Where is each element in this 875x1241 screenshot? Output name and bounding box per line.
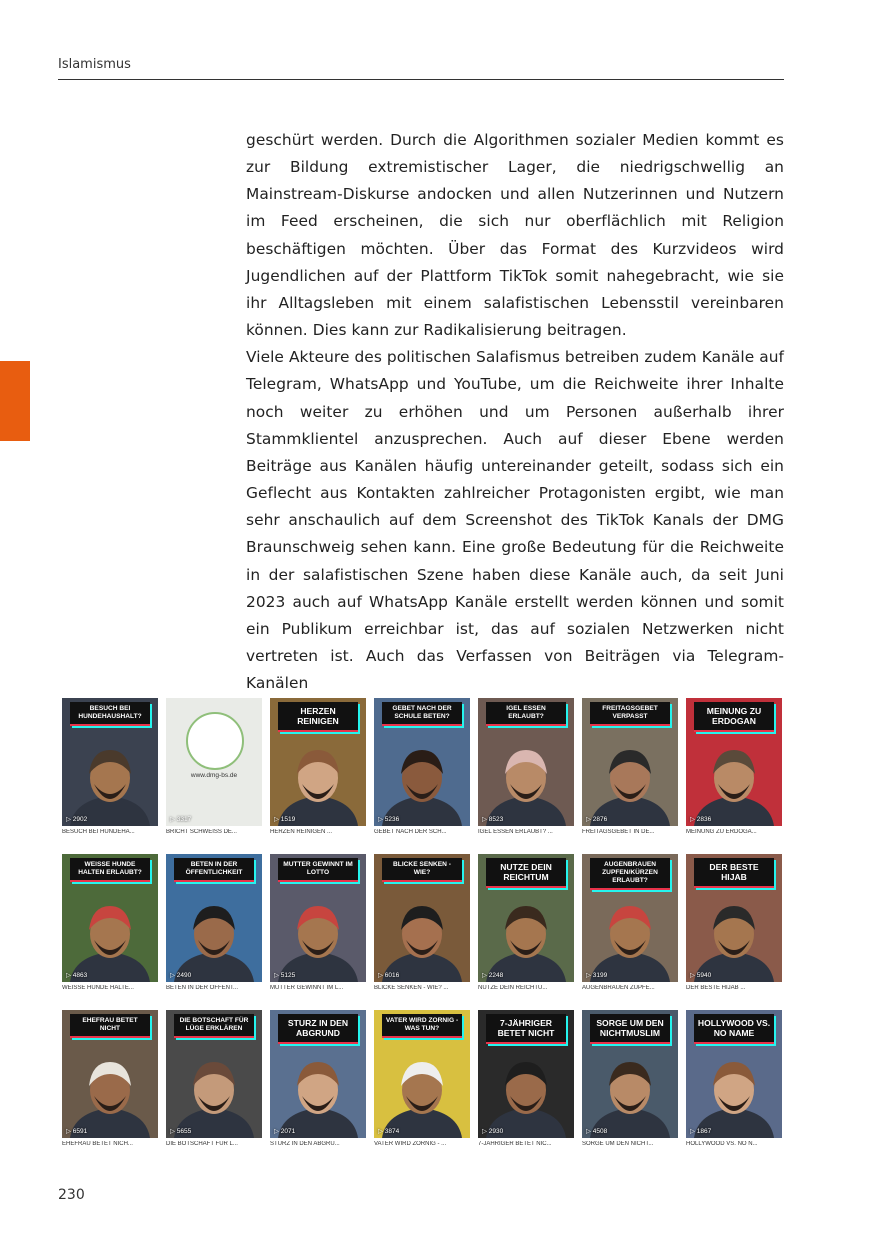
video-caption: IGEL ESSEN ERLAUBT? ... — [478, 829, 553, 835]
person-figure — [478, 730, 574, 826]
page-number: 230 — [58, 1187, 85, 1203]
video-tile[interactable] — [270, 1010, 366, 1154]
view-count: ▷ 1519 — [274, 816, 296, 823]
view-count: ▷ 5940 — [690, 972, 712, 979]
video-caption: BLICKE SENKEN - WIE? ... — [374, 985, 449, 991]
video-title-overlay: IGEL ESSEN ERLAUBT? — [486, 702, 566, 726]
view-count: ▷ 2836 — [690, 816, 712, 823]
video-thumbnail — [478, 1010, 574, 1138]
running-header: Islamismus — [58, 57, 131, 72]
video-caption: NUTZE DEIN REICHTU... — [478, 985, 548, 991]
video-tile[interactable] — [686, 854, 782, 998]
video-caption: DIE BOTSCHAFT FÜR L... — [166, 1141, 238, 1147]
video-tile[interactable] — [374, 1010, 470, 1154]
person-figure — [374, 730, 470, 826]
view-count: ▷ 2071 — [274, 1128, 296, 1135]
video-caption: MEINUNG ZU ERDOGA... — [686, 829, 757, 835]
video-caption: BETEN IN DER ÖFFENT... — [166, 985, 239, 991]
view-count: ▷ 2876 — [586, 816, 608, 823]
tiktok-screenshot-grid — [62, 698, 778, 1154]
video-title-overlay: MUTTER GEWINNT IM LOTTO — [278, 858, 358, 882]
video-thumbnail — [62, 698, 158, 826]
video-thumbnail — [166, 698, 262, 826]
person-figure — [374, 886, 470, 982]
video-title-overlay: 7-JÄHRIGER BETET NICHT — [486, 1014, 566, 1044]
video-tile[interactable] — [478, 698, 574, 842]
video-caption: GEBET NACH DER SCH... — [374, 829, 447, 835]
video-caption: DER BESTE HIJAB ... — [686, 985, 746, 991]
view-count: ▷ 2902 — [66, 816, 88, 823]
video-title-overlay: BETEN IN DER ÖFFENTLICHKEIT — [174, 858, 254, 882]
video-caption: HOLLYWOOD VS. NO N... — [686, 1141, 758, 1147]
video-thumbnail — [62, 854, 158, 982]
video-tile[interactable] — [166, 854, 262, 998]
video-tile[interactable] — [478, 854, 574, 998]
video-tile[interactable] — [270, 854, 366, 998]
view-count: ▷ 2490 — [170, 972, 192, 979]
video-thumbnail — [582, 698, 678, 826]
person-figure — [270, 1042, 366, 1138]
video-caption: HERZEN REINIGEN ... — [270, 829, 333, 835]
person-figure — [478, 1042, 574, 1138]
video-title-overlay: SORGE UM DEN NICHTMUSLIM — [590, 1014, 670, 1044]
video-tile[interactable] — [62, 854, 158, 998]
chapter-side-tab — [0, 361, 30, 441]
video-thumbnail — [582, 1010, 678, 1138]
video-title-overlay: DIE BOTSCHAFT FÜR LÜGE ERKLÄREN — [174, 1014, 254, 1038]
video-tile[interactable] — [166, 698, 262, 842]
view-count: ▷ 2248 — [482, 972, 504, 979]
video-thumbnail — [686, 1010, 782, 1138]
person-figure — [582, 1042, 678, 1138]
view-count: ▷ 2930 — [482, 1128, 504, 1135]
video-thumbnail — [166, 854, 262, 982]
video-tile[interactable] — [686, 1010, 782, 1154]
logo-url: www.dmg-bs.de — [190, 772, 238, 779]
video-thumbnail — [270, 698, 366, 826]
person-figure — [270, 886, 366, 982]
person-figure — [582, 886, 678, 982]
person-figure — [686, 1042, 782, 1138]
video-caption: WEISSE HUNDE HALTE... — [62, 985, 134, 991]
video-tile[interactable] — [374, 854, 470, 998]
video-tile[interactable] — [62, 1010, 158, 1154]
person-figure — [686, 730, 782, 826]
video-title-overlay: MEINUNG ZU ERDOGAN — [694, 702, 774, 732]
video-title-overlay: DER BESTE HIJAB — [694, 858, 774, 888]
video-caption: BRICHT SCHWEISS DE... — [166, 829, 237, 835]
view-count: ▷ 8523 — [482, 816, 504, 823]
view-count: ▷ 3317 — [170, 816, 192, 823]
video-tile[interactable] — [166, 1010, 262, 1154]
view-count: ▷ 5125 — [274, 972, 296, 979]
view-count: ▷ 4508 — [586, 1128, 608, 1135]
video-title-overlay: HERZEN REINIGEN — [278, 702, 358, 732]
view-count: ▷ 5236 — [378, 816, 400, 823]
video-title-overlay: BLICKE SENKEN - WIE? — [382, 858, 462, 882]
video-title-overlay: FREITAGSGEBET VERPASST — [590, 702, 670, 726]
video-title-overlay: GEBET NACH DER SCHULE BETEN? — [382, 702, 462, 726]
video-title-overlay: WEISSE HUNDE HALTEN ERLAUBT? — [70, 858, 150, 882]
video-title-overlay: NUTZE DEIN REICHTUM — [486, 858, 566, 888]
person-figure — [686, 886, 782, 982]
video-title-overlay: HOLLYWOOD VS. NO NAME — [694, 1014, 774, 1044]
view-count: ▷ 6591 — [66, 1128, 88, 1135]
person-figure — [478, 886, 574, 982]
video-tile[interactable] — [582, 1010, 678, 1154]
video-caption: AUGENBRAUEN ZUPFE... — [582, 985, 655, 991]
person-figure — [166, 1042, 262, 1138]
video-tile[interactable] — [686, 698, 782, 842]
person-figure — [62, 730, 158, 826]
video-thumbnail — [374, 854, 470, 982]
video-thumbnail — [374, 1010, 470, 1138]
dmg-logo-icon — [186, 712, 244, 770]
person-figure — [582, 730, 678, 826]
video-title-overlay: AUGENBRAUEN ZUPFEN/KÜRZEN ERLAUBT? — [590, 858, 670, 890]
video-title-overlay: VATER WIRD ZORNIG - WAS TUN? — [382, 1014, 462, 1038]
video-tile[interactable] — [270, 698, 366, 842]
video-thumbnail — [686, 854, 782, 982]
body-paragraph: geschürt werden. Durch die Algorithmen sozialer Medien kommt es zur Bildung extremistischer Lager, die niedrigschwellig an Mainstream-Diskurse andocken und allen Nutzerinnen und Nutzern im Feed erscheinen, die sich nur oberflächlich mit Religion beschäftigen möchten. Über das Format des Kurzvideos wird Jugendlichen auf der Plattform TikTok somit nahegebracht, wie sie ihr Alltagsleben mit einem salafistischen Lebensstil vereinbaren können. Dies kann zur Radikalisierung beitragen. — [246, 131, 784, 340]
video-tile[interactable] — [374, 698, 470, 842]
view-count: ▷ 3199 — [586, 972, 608, 979]
video-caption: VATER WIRD ZORNIG - ... — [374, 1141, 447, 1147]
video-thumbnail — [478, 698, 574, 826]
header-rule — [58, 79, 784, 80]
view-count: ▷ 5655 — [170, 1128, 192, 1135]
video-thumbnail — [582, 854, 678, 982]
video-caption: BESUCH BEI HUNDEHA... — [62, 829, 135, 835]
video-tile[interactable] — [582, 854, 678, 998]
video-thumbnail — [478, 854, 574, 982]
view-count: ▷ 3874 — [378, 1128, 400, 1135]
video-caption: MUTTER GEWINNT IM L... — [270, 985, 344, 991]
person-figure — [62, 886, 158, 982]
person-figure — [270, 730, 366, 826]
video-thumbnail — [374, 698, 470, 826]
video-title-overlay: BESUCH BEI HUNDEHAUSHALT? — [70, 702, 150, 726]
video-caption: SORGE UM DEN NICHT... — [582, 1141, 654, 1147]
video-caption: STURZ IN DEN ABGRU... — [270, 1141, 340, 1147]
video-thumbnail — [166, 1010, 262, 1138]
video-tile[interactable] — [62, 698, 158, 842]
view-count: ▷ 6016 — [378, 972, 400, 979]
person-figure — [62, 1042, 158, 1138]
view-count: ▷ 1867 — [690, 1128, 712, 1135]
video-tile[interactable] — [582, 698, 678, 842]
person-figure — [166, 886, 262, 982]
video-thumbnail — [270, 1010, 366, 1138]
video-thumbnail — [62, 1010, 158, 1138]
view-count: ▷ 4863 — [66, 972, 88, 979]
video-thumbnail — [270, 854, 366, 982]
video-title-overlay: STURZ IN DEN ABGRUND — [278, 1014, 358, 1044]
video-caption: FREITAGSGEBET IN DE... — [582, 829, 655, 835]
video-thumbnail — [686, 698, 782, 826]
person-figure — [374, 1042, 470, 1138]
video-tile[interactable] — [478, 1010, 574, 1154]
video-caption: 7-JÄHRIGER BETET NIC... — [478, 1141, 552, 1147]
body-paragraph: Viele Akteure des politischen Salafismus betreiben zudem Kanäle auf Telegram, WhatsApp und YouTube, um die Reichweite ihrer Inhalte noch weiter zu erhöhen und um Personen außerhalb ihrer Stammklientel anzusprechen. Auch auf dieser Ebene werden Beiträge aus Kanälen häufig untereinander geteilt, sodass sich ein Geflecht aus Kontakten zahlreicher Protagonisten ergibt, wie man sehr anschaulich auf dem Screenshot des TikTok Kanals der DMG Braunschweig sehen kann. Eine große Bedeutung für die Reichweite in der salafistischen Szene haben diese Kanäle auch, da seit Juni 2023 auch auf WhatsApp Kanäle erstellt werden können und somit ein Publikum erreichbar ist, das auf sozialen Netzwerken nicht vertreten ist. Auch das Verfassen von Beiträgen via Telegram-Kanälen — [246, 348, 784, 693]
body-text — [246, 127, 784, 697]
video-title-overlay: EHEFRAU BETET NICHT — [70, 1014, 150, 1038]
video-caption: EHEFRAU BETET NICH... — [62, 1141, 133, 1147]
